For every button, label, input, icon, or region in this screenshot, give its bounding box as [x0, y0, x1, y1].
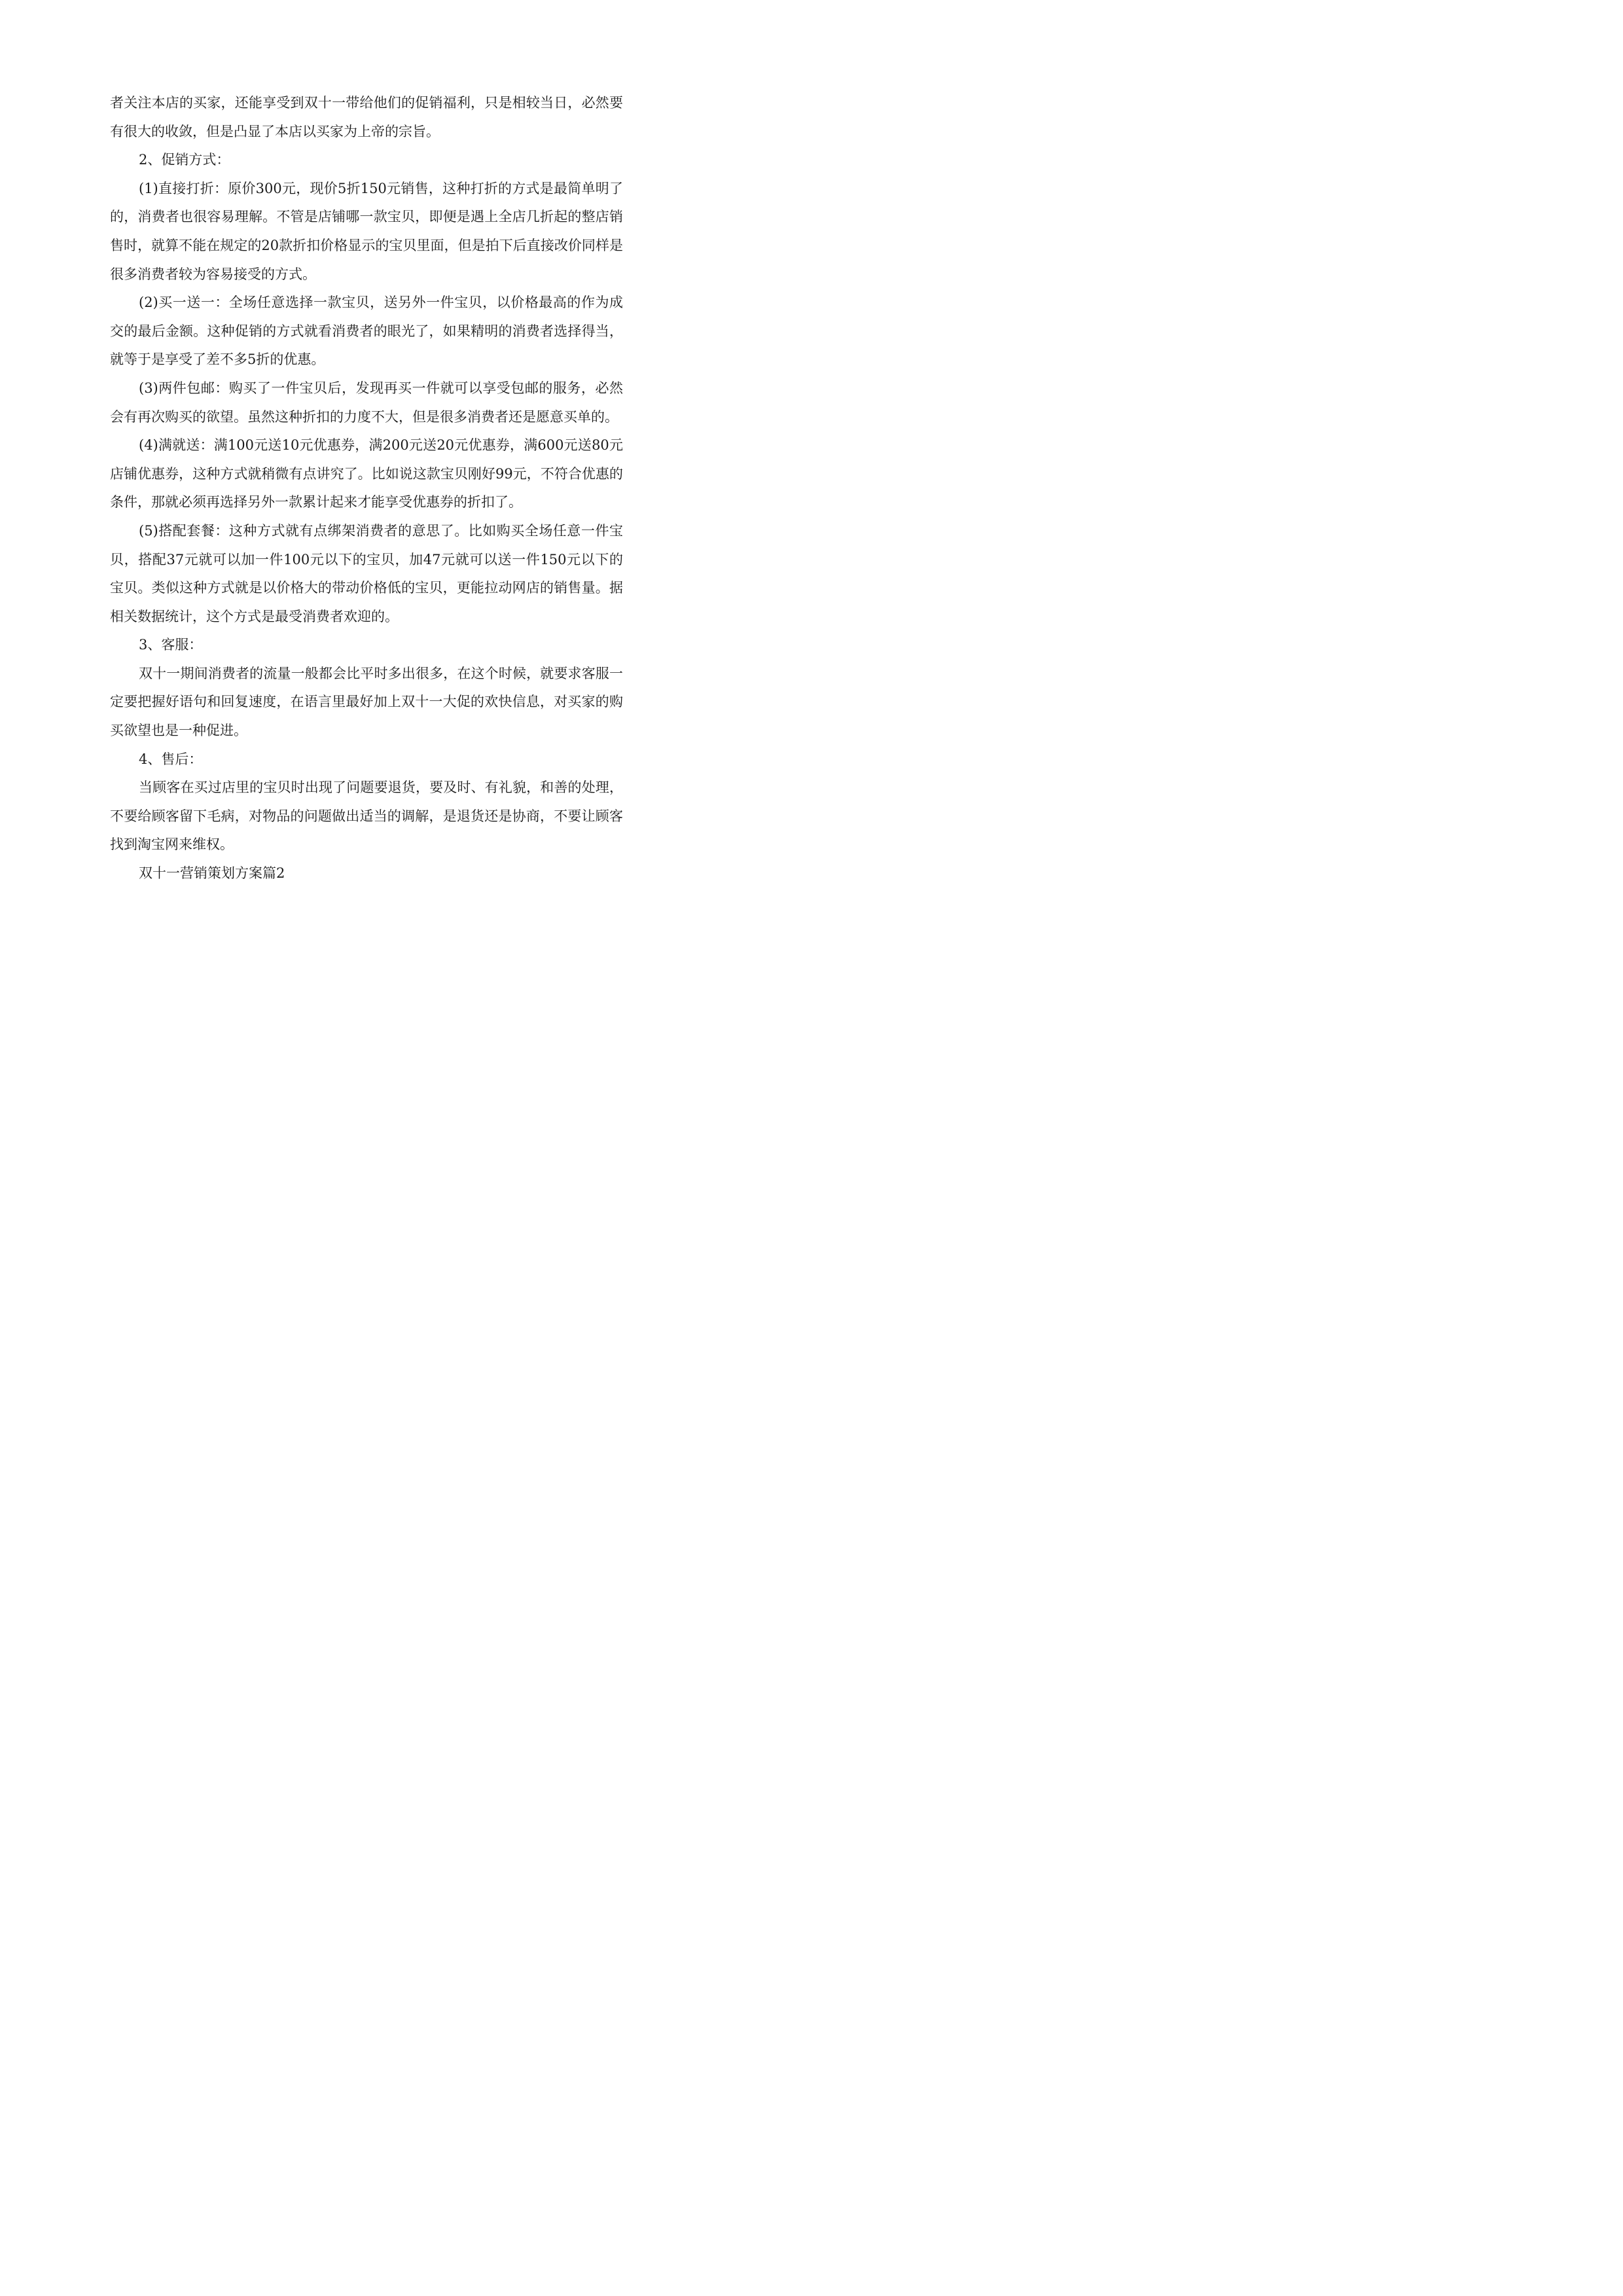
paragraph-after-sales: 当顾客在买过店里的宝贝时出现了问题要退货，要及时、有礼貌，和善的处理，不要给顾客留下毛病，对物品的问题做出适当的调解，是退货还是协商，不要让顾客找到淘宝网来维权。 [110, 780, 623, 853]
paragraph-spend-and-get: (4)满就送：满100元送10元优惠券，满200元送20元优惠券，满600元送80元店铺优惠券，这种方式就稍微有点讲究了。比如说这款宝贝刚好99元，不符合优惠的条件，那就必须再选择另外一款累计起来才能享受优惠券的折扣了。 [110, 437, 623, 511]
heading-customer-service: 3、客服： [139, 637, 203, 653]
paragraph-bundle-package: (5)搭配套餐：这种方式就有点绑架消费者的意思了。比如购买全场任意一件宝贝，搭配37元就可以加一件100元以下的宝贝，加47元就可以送一件150元以下的宝贝。类似这种方式就是以价格大的带动价格低的宝贝，更能拉动网店的销售量。据相关数据统计，这个方式是最受消费者欢迎的。 [110, 522, 623, 624]
paragraph-two-items-free-shipping: (3)两件包邮：购买了一件宝贝后，发现再买一件就可以享受包邮的服务，必然会有再次购买的欲望。虽然这种折扣的力度不大，但是很多消费者还是愿意买单的。 [110, 380, 623, 425]
heading-after-sales: 4、售后： [139, 751, 203, 767]
paragraph-direct-discount: (1)直接打折：原价300元，现价5折150元销售，这种打折的方式是最简单明了的，消费者也很容易理解。不管是店铺哪一款宝贝，即便是遇上全店几折起的整店销售时，就算不能在规定的20款折扣价格显示的宝贝里面，但是拍下后直接改价同样是很多消费者较为容易接受的方式。 [110, 180, 623, 282]
document-page [0, 0, 726, 1026]
paragraph-buy-one-get-one: (2)买一送一：全场任意选择一款宝贝，送另外一件宝贝，以价格最高的作为成交的最后金额。这种促销的方式就看消费者的眼光了，如果精明的消费者选择得当，就等于是享受了差不多5折的优惠。 [110, 295, 623, 368]
section-title-part-2: 双十一营销策划方案篇2 [139, 865, 285, 882]
paragraph-customer-service: 双十一期间消费者的流量一般都会比平时多出很多，在这个时候，就要求客服一定要把握好语句和回复速度，在语言里最好加上双十一大促的欢快信息，对买家的购买欲望也是一种促进。 [110, 665, 623, 739]
heading-promotion-methods: 2、促销方式： [139, 152, 230, 168]
paragraph-intro-continuation: 者关注本店的买家，还能享受到双十一带给他们的促销福利，只是相较当日，必然要有很大的收敛，但是凸显了本店以买家为上帝的宗旨。 [110, 95, 623, 139]
document-body [110, 89, 623, 888]
